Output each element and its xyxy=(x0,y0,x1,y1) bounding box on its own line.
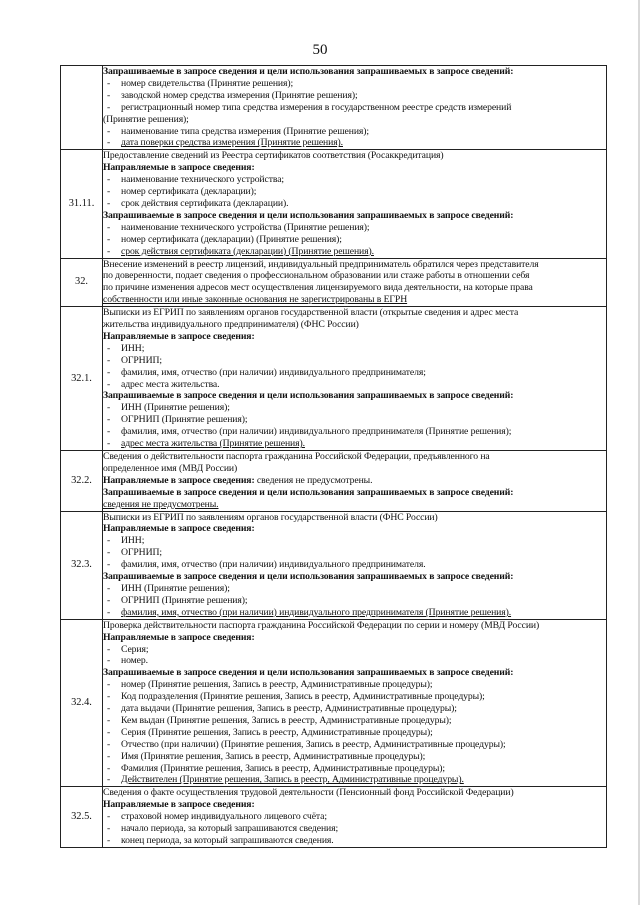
dash-bullet: - xyxy=(107,750,111,762)
dash-bullet: - xyxy=(107,535,111,547)
line-text: собственности или иные законные основания не зарегистрированы в ЕГРН xyxy=(103,294,408,306)
line-text: Направляемые в запросе сведения: xyxy=(103,330,255,342)
section-heading xyxy=(103,799,606,811)
row-number: 32.1. xyxy=(61,307,103,451)
services-table xyxy=(60,65,607,848)
line-text: Сведения о действительности паспорта гражданина Российской Федерации, предъявленного на xyxy=(103,451,490,462)
text-line xyxy=(103,294,606,306)
line-text: Внесение изменений в реестр лицензий, индивидуальный предприниматель обратился через представителя xyxy=(103,258,539,270)
line-text: Кем выдан (Принятие решения, Запись в реестр, Административные процедуры); xyxy=(121,714,452,726)
row-description xyxy=(103,451,607,512)
line-text: Направляемые в запросе сведения: xyxy=(103,474,255,486)
list-item xyxy=(103,402,606,414)
list-item xyxy=(103,343,606,355)
dash-bullet: - xyxy=(107,366,111,378)
line-text: Отчество (при наличии) (Принятие решения, Запись в реестр, Административные процедуры); xyxy=(121,738,506,750)
dash-bullet: - xyxy=(107,414,111,426)
section-heading xyxy=(103,667,606,679)
table-row xyxy=(61,150,607,258)
line-text: страховой номер индивидуального лицевого счёта; xyxy=(121,811,327,823)
line-text: конец периода, за который запрашиваются сведения. xyxy=(121,835,334,846)
dash-bullet: - xyxy=(107,691,111,703)
dash-bullet: - xyxy=(107,835,111,846)
dash-bullet: - xyxy=(107,714,111,726)
list-item xyxy=(103,186,606,198)
line-text: фамилия, имя, отчество (при наличии) индивидуального предпринимателя; xyxy=(121,366,426,378)
line-text: Запрашиваемые в запросе сведения и цели использования запрашиваемых в запросе сведений: xyxy=(103,66,514,77)
table-row xyxy=(61,619,607,787)
list-item xyxy=(103,583,606,595)
dash-bullet: - xyxy=(107,582,111,594)
table-row xyxy=(61,511,607,619)
line-text: Предоставление сведений из Реестра сертификатов соответствия (Росаккредитация) xyxy=(103,150,444,162)
row-description xyxy=(103,619,607,787)
dash-bullet: - xyxy=(107,559,111,571)
list-item xyxy=(103,234,606,246)
list-item xyxy=(103,535,606,547)
list-item xyxy=(103,355,606,367)
section-heading xyxy=(103,162,606,174)
dash-bullet: - xyxy=(107,774,111,786)
line-text: номер сертификата (декларации) (Принятие решения); xyxy=(121,233,342,245)
text-line xyxy=(103,463,606,475)
row-number: 32.5. xyxy=(61,787,103,848)
row-number: 32.2. xyxy=(61,451,103,512)
list-item xyxy=(103,198,606,210)
line-text: Запрашиваемые в запросе сведения и цели использования запрашиваемых в запросе сведений: xyxy=(103,209,514,221)
list-item xyxy=(103,547,606,559)
dash-bullet: - xyxy=(107,174,111,186)
dash-bullet: - xyxy=(107,378,111,390)
line-text: заводской номер средства измерения (Принятие решения); xyxy=(121,89,358,101)
line-text: Сведения о факте осуществления трудовой деятельности (Пенсионный фонд Российской Федерации) xyxy=(103,787,514,799)
line-text: жительства индивидуального предпринимателя) (ФНС России) xyxy=(103,319,359,331)
line-text: наименование типа средства измерения (Принятие решения); xyxy=(121,125,370,137)
list-item xyxy=(103,174,606,186)
text-line xyxy=(103,259,606,271)
list-item xyxy=(103,703,606,715)
line-text: Выписки из ЕГРИП по заявлениям органов государственной власти (открытые сведения и адрес места xyxy=(103,307,519,319)
dash-bullet: - xyxy=(107,606,111,618)
row-description xyxy=(103,511,607,619)
row-description xyxy=(103,66,607,150)
dash-bullet: - xyxy=(107,89,111,101)
row-description xyxy=(103,307,607,451)
line-text: дата поверки средства измерения (Принятие решения). xyxy=(121,137,343,149)
list-item xyxy=(103,727,606,739)
dash-bullet: - xyxy=(107,342,111,354)
section-heading xyxy=(103,390,606,402)
line-text: ОГРНИП; xyxy=(121,547,162,559)
list-item xyxy=(103,102,606,114)
dash-bullet: - xyxy=(107,823,111,835)
dash-bullet: - xyxy=(107,703,111,715)
line-text: Запрашиваемые в запросе сведения и цели использования запрашиваемых в запросе сведений: xyxy=(103,571,514,583)
line-text: Направляемые в запросе сведения: xyxy=(103,523,255,535)
line-text: определенное имя (МВД России) xyxy=(103,462,238,474)
list-item xyxy=(103,78,606,90)
dash-bullet: - xyxy=(107,426,111,438)
line-text: срок действия сертификата (декларации) (Принятие решения). xyxy=(121,245,374,257)
list-item xyxy=(103,414,606,426)
list-item xyxy=(103,222,606,234)
line-text: наименование технического устройства (Принятие решения); xyxy=(121,221,370,233)
line-text: ИНН (Принятие решения); xyxy=(121,582,230,594)
line-text: Запрашиваемые в запросе сведения и цели использования запрашиваемых в запросе сведений: xyxy=(103,667,514,679)
section-heading xyxy=(103,331,606,343)
dash-bullet: - xyxy=(107,186,111,198)
line-text: Действителен (Принятие решения, Запись в реестр, Административные процедуры). xyxy=(121,774,464,786)
line-text: Направляемые в запросе сведения: xyxy=(103,162,255,174)
line-text: Имя (Принятие решения, Запись в реестр, Административные процедуры); xyxy=(121,750,426,762)
list-item xyxy=(103,379,606,391)
list-item xyxy=(103,137,606,149)
line-text: ИНН (Принятие решения); xyxy=(121,402,230,414)
line-text: по доверенности, подает сведения о профессиональном образовании или стаже работы в отношении себя xyxy=(103,270,530,282)
dash-bullet: - xyxy=(107,679,111,691)
line-text: (Принятие решения); xyxy=(103,113,189,125)
list-item xyxy=(103,438,606,450)
dash-bullet: - xyxy=(107,726,111,738)
row-number: 32. xyxy=(61,258,103,307)
dash-bullet: - xyxy=(107,547,111,559)
section-heading xyxy=(103,571,606,583)
line-text: начало периода, за который запрашиваются сведения; xyxy=(121,823,339,835)
list-item xyxy=(103,607,606,619)
page-number: 50 xyxy=(312,42,328,58)
line-text: адрес места жительства. xyxy=(121,378,220,390)
text-line xyxy=(103,512,606,524)
row-description xyxy=(103,258,607,307)
line-text: Запрашиваемые в запросе сведения и цели использования запрашиваемых в запросе сведений: xyxy=(103,390,514,402)
line-text: фамилия, имя, отчество (при наличии) индивидуального предпринимателя (Принятие решения); xyxy=(121,426,512,438)
line-text: фамилия, имя, отчество (при наличии) индивидуального предпринимателя. xyxy=(121,559,426,571)
text-line xyxy=(103,499,606,511)
line-text: Направляемые в запросе сведения: xyxy=(103,799,255,811)
row-number xyxy=(61,66,103,150)
text-line xyxy=(103,451,606,463)
dash-bullet: - xyxy=(107,221,111,233)
text-line xyxy=(103,270,606,282)
dash-bullet: - xyxy=(107,125,111,137)
line-text: Серия (Принятие решения, Запись в реестр, Административные процедуры); xyxy=(121,726,433,738)
row-number: 32.4. xyxy=(61,619,103,787)
line-text: наименование технического устройства; xyxy=(121,174,284,186)
section-heading xyxy=(103,66,606,78)
list-item xyxy=(103,246,606,258)
dash-bullet: - xyxy=(107,245,111,257)
dash-bullet: - xyxy=(107,762,111,774)
list-item xyxy=(103,835,606,847)
list-item xyxy=(103,774,606,786)
line-text: Запрашиваемые в запросе сведения и цели использования запрашиваемых в запросе сведений: xyxy=(103,486,514,498)
dash-bullet: - xyxy=(107,655,111,667)
line-text: дата выдачи (Принятие решения, Запись в реестр, Административные процедуры); xyxy=(121,703,457,715)
line-text: срок действия сертификата (декларации). xyxy=(121,197,289,209)
text-line xyxy=(103,319,606,331)
dash-bullet: - xyxy=(107,738,111,750)
table-row xyxy=(61,787,607,848)
list-item xyxy=(103,823,606,835)
line-text: номер свидетельства (Принятие решения); xyxy=(121,77,294,89)
line-text-rest: сведения не предусмотрены. xyxy=(254,474,373,486)
line-text: ОГРНИП (Принятие решения); xyxy=(121,594,248,606)
dash-bullet: - xyxy=(107,137,111,149)
list-item xyxy=(103,739,606,751)
line-text: сведения не предусмотрены. xyxy=(103,498,219,510)
line-text: номер (Принятие решения, Запись в реестр, Административные процедуры); xyxy=(121,679,433,691)
dash-bullet: - xyxy=(107,438,111,450)
text-line xyxy=(103,150,606,162)
list-item xyxy=(103,426,606,438)
section-heading xyxy=(103,523,606,535)
line-text: Серия; xyxy=(121,643,149,655)
section-heading xyxy=(103,487,606,499)
dash-bullet: - xyxy=(107,233,111,245)
line-text: Выписки из ЕГРИП по заявлениям органов государственной власти (ФНС России) xyxy=(103,511,438,523)
line-text: Проверка действительности паспорта гражданина Российской Федерации по серии и номеру (МВД России) xyxy=(103,619,540,631)
dash-bullet: - xyxy=(107,77,111,89)
row-number: 31.11. xyxy=(61,150,103,258)
line-text: по причине изменения адресов мест осуществления лицензируемого вида деятельности, на которые права xyxy=(103,282,533,294)
table-row xyxy=(61,258,607,307)
line-text: номер. xyxy=(121,655,148,667)
line-text: ИНН; xyxy=(121,535,145,547)
dash-bullet: - xyxy=(107,811,111,823)
table-row xyxy=(61,66,607,150)
line-text: Направляемые в запросе сведения: xyxy=(103,631,255,643)
list-item xyxy=(103,595,606,607)
list-item xyxy=(103,655,606,667)
list-item xyxy=(103,751,606,763)
table-row xyxy=(61,307,607,451)
list-item xyxy=(103,811,606,823)
list-item xyxy=(103,367,606,379)
text-line xyxy=(103,620,606,632)
dash-bullet: - xyxy=(107,594,111,606)
dash-bullet: - xyxy=(107,101,111,113)
dash-bullet: - xyxy=(107,197,111,209)
line-text: регистрационный номер типа средства измерения в государственном реестре средств измерений xyxy=(121,101,512,113)
dash-bullet: - xyxy=(107,643,111,655)
list-item xyxy=(103,763,606,775)
list-item xyxy=(103,715,606,727)
text-line xyxy=(103,307,606,319)
section-heading xyxy=(103,632,606,644)
section-heading xyxy=(103,475,606,487)
row-description xyxy=(103,787,607,848)
line-text: адрес места жительства (Принятие решения). xyxy=(121,438,305,450)
list-item xyxy=(103,90,606,102)
list-item xyxy=(103,559,606,571)
table-row xyxy=(61,451,607,512)
row-description xyxy=(103,150,607,258)
text-line xyxy=(103,114,606,126)
line-text: Код подразделения (Принятие решения, Запись в реестр, Административные процедуры); xyxy=(121,691,485,703)
line-text: ИНН; xyxy=(121,342,145,354)
list-item xyxy=(103,679,606,691)
line-text: номер сертификата (декларации); xyxy=(121,186,257,198)
list-item xyxy=(103,644,606,656)
services-table-body xyxy=(61,66,607,848)
text-line xyxy=(103,787,606,799)
line-text: Фамилия (Принятие решения, Запись в реестр, Административные процедуры); xyxy=(121,762,445,774)
line-text: ОГРНИП; xyxy=(121,354,162,366)
list-item xyxy=(103,691,606,703)
list-item xyxy=(103,126,606,138)
text-line xyxy=(103,282,606,294)
row-number: 32.3. xyxy=(61,511,103,619)
dash-bullet: - xyxy=(107,402,111,414)
section-heading xyxy=(103,210,606,222)
line-text: ОГРНИП (Принятие решения); xyxy=(121,414,248,426)
dash-bullet: - xyxy=(107,354,111,366)
line-text: фамилия, имя, отчество (при наличии) индивидуального предпринимателя (Принятие решения). xyxy=(121,606,512,618)
